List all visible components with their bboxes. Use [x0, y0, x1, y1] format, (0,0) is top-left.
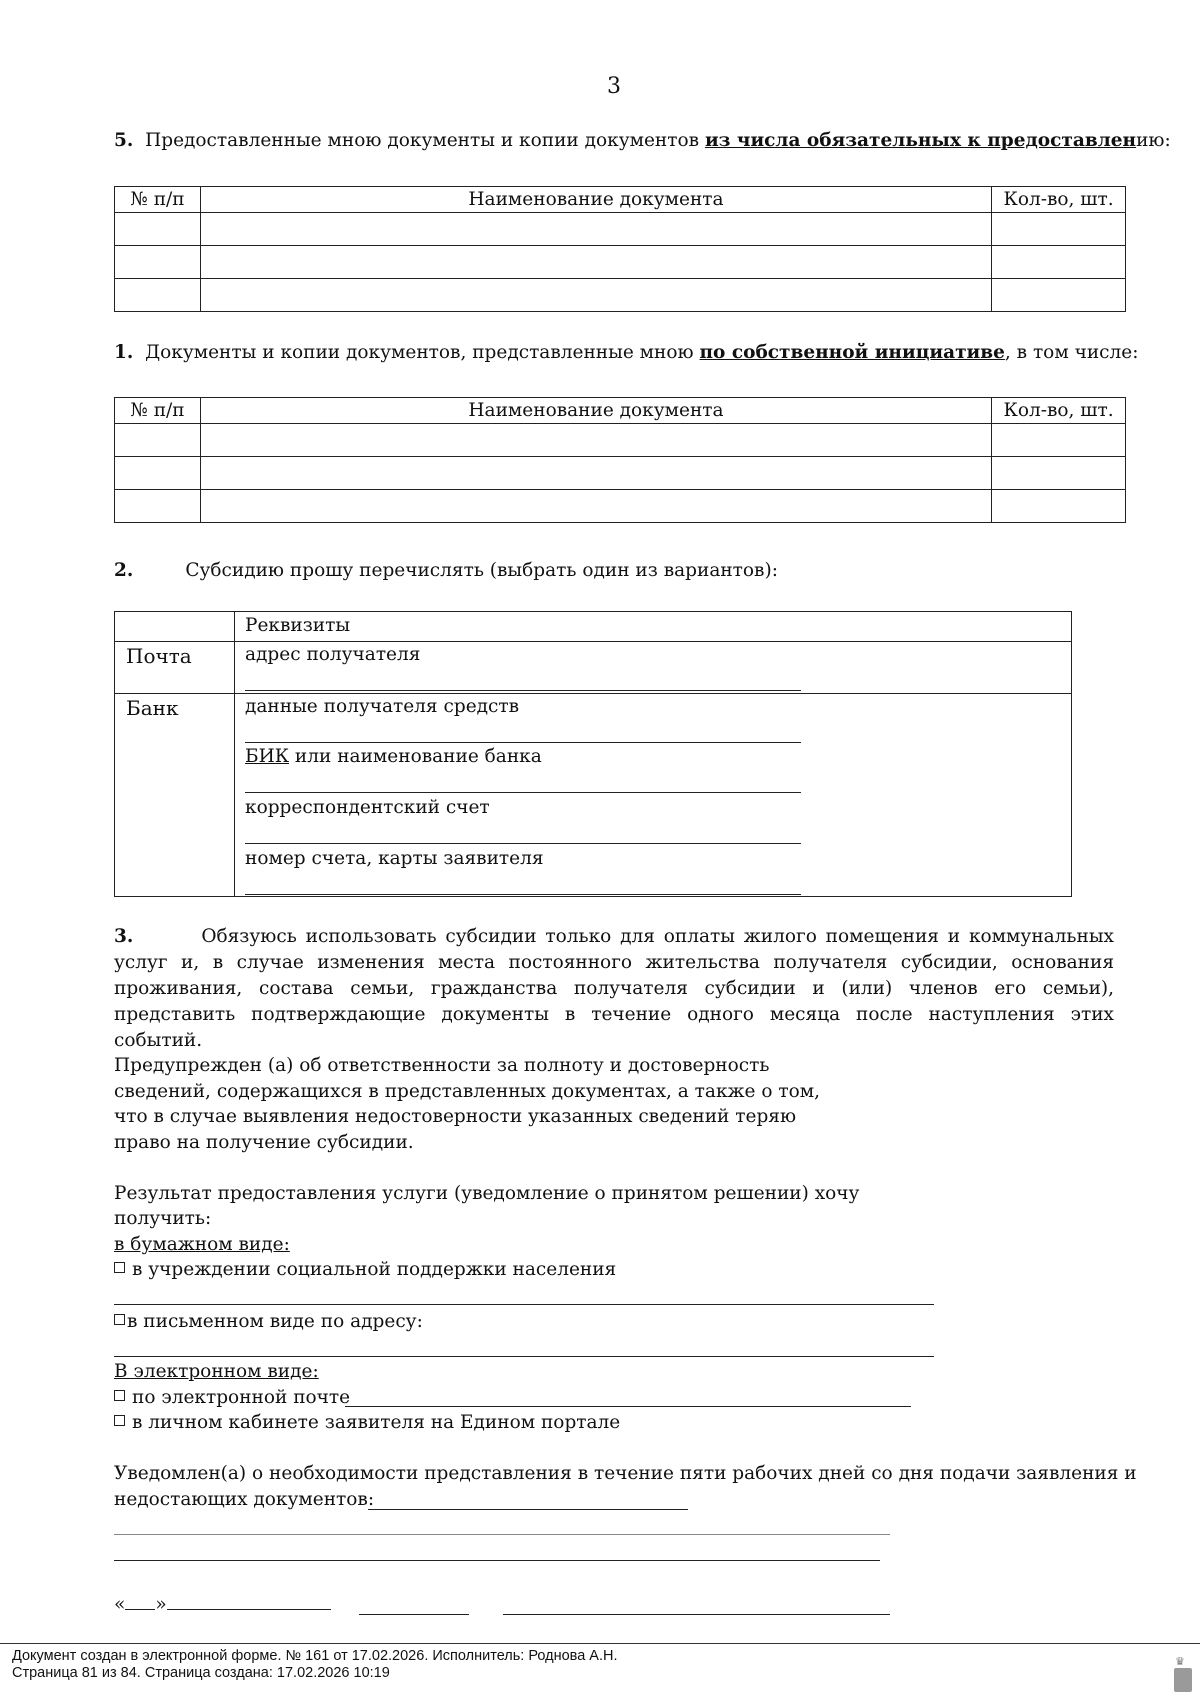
footer-divider [0, 1643, 1200, 1644]
result-text-line-2: получить: [114, 1208, 212, 1229]
footer-page-info: Страница 81 из 84. Страница создана: 17.02.2026 10:19 [12, 1665, 390, 1681]
section-1-text: Документы и копии документов, представленные мною [145, 342, 700, 363]
checkbox[interactable] [114, 1262, 125, 1273]
social-office-line[interactable] [114, 1304, 934, 1305]
recipient-data-line[interactable] [245, 742, 801, 743]
notice-line-2: недостающих документов: [114, 1489, 375, 1510]
account-number-label: номер счета, карты заявителя [245, 848, 544, 869]
signature-line[interactable] [359, 1614, 469, 1615]
section-3-number: 3. [114, 926, 134, 947]
section-1-heading [114, 340, 1138, 366]
missing-documents-line[interactable] [368, 1509, 688, 1510]
date-open-quote: « [114, 1594, 126, 1615]
paper-form-heading: в бумажном виде: [114, 1234, 290, 1255]
result-text-line-1: Результат предоставления услуги (уведомление о принятом решении) хочу [114, 1183, 860, 1204]
column-header-number: № п/п [115, 398, 201, 424]
checkbox[interactable] [114, 1390, 125, 1401]
section-3-paragraph [114, 924, 1114, 1054]
table-cell[interactable] [115, 213, 201, 246]
table-row [115, 213, 1126, 246]
mail-label: Почта [126, 644, 192, 668]
table-cell[interactable] [200, 279, 991, 312]
table-row [115, 490, 1126, 523]
table-cell[interactable] [992, 213, 1126, 246]
table-row [115, 279, 1126, 312]
crown-icon: ♛ [1175, 1655, 1185, 1668]
table-cell[interactable] [992, 490, 1126, 523]
column-header-name: Наименование документа [200, 398, 991, 424]
page-number: 3 [607, 74, 621, 99]
notice-line-1: Уведомлен(а) о необходимости представления в течение пяти рабочих дней со дня подачи заявления и [114, 1463, 1137, 1484]
option-portal[interactable] [114, 1410, 620, 1436]
table-cell[interactable] [115, 490, 201, 523]
table-cell[interactable] [200, 424, 991, 457]
requisites-header: Реквизиты [245, 615, 351, 636]
warning-line: Предупрежден (а) об ответственности за полноту и достоверность [114, 1055, 770, 1076]
section-1-number: 1. [114, 342, 134, 363]
section-5-text: Предоставленные мною документы и копии документов [145, 130, 705, 151]
warning-line: право на получение субсидии. [114, 1132, 414, 1153]
table-cell[interactable] [992, 246, 1126, 279]
section-5-emphasis: из числа обязательных к предоставлен [704, 130, 1137, 151]
bik-abbr: БИК [245, 746, 290, 767]
table-cell[interactable] [992, 424, 1126, 457]
recipient-address-line[interactable] [245, 690, 801, 691]
bik-rest: или наименование банка [289, 746, 542, 767]
bik-label [245, 746, 542, 767]
footer-document-info: Документ создан в электронной форме. № 161 от 17.02.2026. Исполнитель: Роднова А.Н. [12, 1648, 618, 1664]
table-row [115, 246, 1126, 279]
section-2-heading [114, 558, 778, 584]
section-2-text: Субсидию прошу перечислять (выбрать один из вариантов): [185, 560, 778, 581]
section-2-number: 2. [114, 560, 134, 581]
section-5-heading [114, 128, 1171, 154]
month-year-blank[interactable] [167, 1608, 331, 1610]
corr-account-line[interactable] [245, 843, 801, 844]
table-cell[interactable] [992, 279, 1126, 312]
column-header-count: Кол-во, шт. [992, 398, 1126, 424]
option-label: в личном кабинете заявителя на Едином портале [132, 1412, 621, 1433]
option-label: в письменном виде по адресу: [127, 1311, 423, 1332]
section-5-text-end: ию: [1136, 130, 1171, 151]
section-1-text-end: , в том числе: [1004, 342, 1139, 363]
table-cell[interactable] [200, 490, 991, 523]
table-cell[interactable] [200, 213, 991, 246]
option-label: по электронной почте [132, 1387, 351, 1408]
column-header-number: № п/п [115, 187, 201, 213]
table-row [115, 424, 1126, 457]
table-header-row [115, 187, 1126, 213]
full-name-line[interactable] [503, 1614, 890, 1615]
table-cell[interactable] [115, 246, 201, 279]
payment-details-table [114, 611, 1072, 897]
missing-documents-line[interactable] [114, 1560, 880, 1561]
option-email[interactable] [114, 1385, 350, 1411]
table-row [115, 457, 1126, 490]
table-cell[interactable] [115, 457, 201, 490]
option-social-office[interactable] [114, 1257, 616, 1283]
table-cell[interactable] [200, 457, 991, 490]
column-header-name: Наименование документа [200, 187, 991, 213]
column-header-count: Кол-во, шт. [992, 187, 1126, 213]
initiative-documents-table [114, 397, 1126, 523]
date-close-quote: » [155, 1594, 167, 1615]
account-number-line[interactable] [245, 894, 801, 895]
bik-line[interactable] [245, 792, 801, 793]
warning-line: сведений, содержащихся в представленных документах, а также о том, [114, 1081, 821, 1102]
bank-label: Банк [126, 696, 179, 720]
option-written-address[interactable] [114, 1309, 423, 1335]
checkbox[interactable] [114, 1415, 125, 1426]
option-label: в учреждении социальной поддержки населения [132, 1259, 617, 1280]
footer [12, 1648, 618, 1682]
table-cell[interactable] [115, 424, 201, 457]
section-3-text: Обязуюсь использовать субсидии только для оплаты жилого помещения и коммунальных услуг и, в случае изменения места постоянного жительства получателя субсидии, основания проживания, состава семьи, гражданства получателя субсидии и (или) членов его семьи), представить подтверждающие документы в течение одного месяца после наступления этих событий. [114, 926, 1114, 1051]
checkbox[interactable] [114, 1314, 125, 1325]
required-documents-table [114, 186, 1126, 312]
missing-documents-line[interactable] [114, 1534, 890, 1535]
address-line[interactable] [114, 1356, 934, 1357]
table-cell[interactable] [115, 279, 201, 312]
email-line[interactable] [345, 1406, 911, 1407]
date-field [114, 1592, 331, 1618]
section-1-emphasis: по собственной инициативе [699, 342, 1005, 363]
day-blank[interactable] [125, 1608, 155, 1610]
table-header-row [115, 398, 1126, 424]
corr-account-label: корреспондентский счет [245, 797, 490, 818]
section-5-number: 5. [114, 130, 134, 151]
recipient-address-label: адрес получателя [245, 644, 421, 665]
table-cell[interactable] [200, 246, 991, 279]
table-cell[interactable] [992, 457, 1126, 490]
electronic-form-heading: В электронном виде: [114, 1361, 319, 1382]
warning-line: что в случае выявления недостоверности указанных сведений теряю [114, 1106, 797, 1127]
emblem-icon [1174, 1668, 1192, 1692]
recipient-data-label: данные получателя средств [245, 696, 520, 717]
